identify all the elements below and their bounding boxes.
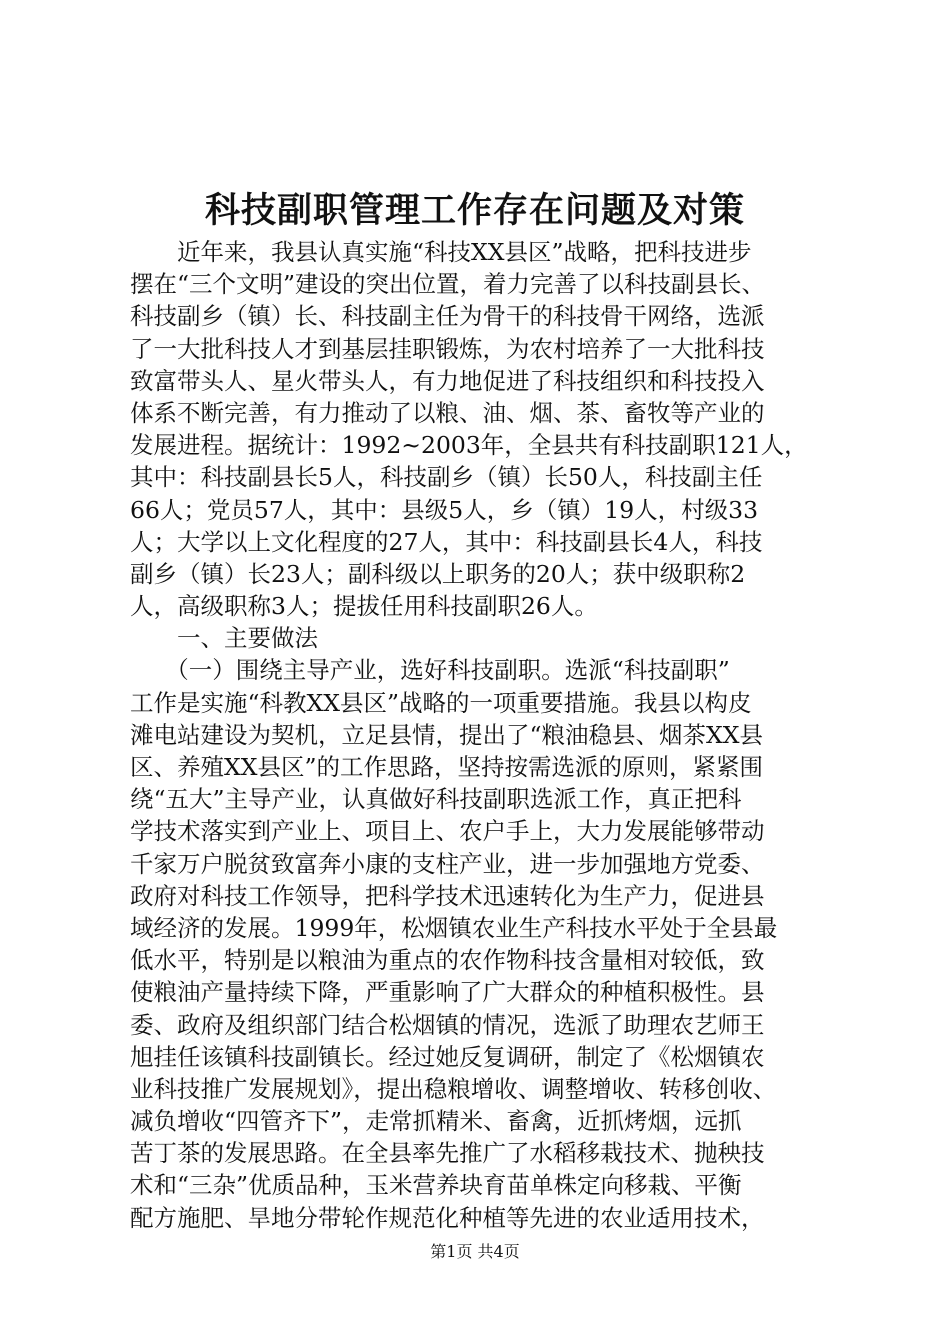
- text-line: 了一大批科技人才到基层挂职锻炼，为农村培养了一大批科技: [130, 334, 765, 363]
- text-line: 体系不断完善，有力推动了以粮、油、烟、茶、畜牧等产业的: [130, 398, 765, 427]
- text-line: 致富带头人、星火带头人，有力地促进了科技组织和科技投入: [130, 366, 765, 395]
- text-line: 域经济的发展。1999年，松烟镇农业生产科技水平处于全县最: [130, 913, 778, 942]
- text-line: 工作是实施“科教XX县区”战略的一项重要措施。我县以构皮: [130, 688, 752, 717]
- document-title: 科技副职管理工作存在问题及对策: [204, 190, 745, 231]
- text-line: 低水平，特别是以粮油为重点的农作物科技含量相对较低，致: [130, 946, 765, 975]
- text-line: 政府对科技工作领导，把科学技术迅速转化为生产力，促进县: [130, 881, 765, 910]
- text-line: 术和“三杂”优质品种，玉米营养块育苗单株定向移栽、平衡: [130, 1171, 742, 1200]
- document-body: [130, 236, 850, 1234]
- text-line: 发展进程。据统计：1992~2003年，全县共有科技副职121人，: [130, 431, 808, 460]
- text-line: 减负增收“四管齐下”，走常抓精米、畜禽，近抓烤烟，远抓: [130, 1107, 742, 1136]
- text-line: 绕“五大”主导产业，认真做好科技副职选派工作，真正把科: [130, 785, 742, 814]
- text-line: 学技术落实到产业上、项目上、农户手上，大力发展能够带动: [130, 817, 765, 846]
- text-line: （一）围绕主导产业，选好科技副职。选派“科技副职”: [130, 656, 730, 685]
- text-line: 一、主要做法: [130, 624, 318, 653]
- text-line: 其中：科技副县长5人，科技副乡（镇）长50人，科技副主任: [130, 463, 763, 492]
- text-line: 66人；党员57人，其中：县级5人，乡（镇）19人，村级33: [130, 495, 759, 524]
- text-line: 旭挂任该镇科技副镇长。经过她反复调研，制定了《松烟镇农: [130, 1042, 765, 1071]
- text-line: 配方施肥、旱地分带轮作规范化种植等先进的农业适用技术，: [130, 1203, 765, 1232]
- text-line: 副乡（镇）长23人；副科级以上职务的20人；获中级职称2: [130, 559, 746, 588]
- text-line: 摆在“三个文明”建设的突出位置，着力完善了以科技副县长、: [130, 270, 766, 299]
- text-line: 业科技推广发展规划》，提出稳粮增收、调整增收、转移创收、: [130, 1074, 777, 1103]
- text-line: 千家万户脱贫致富奔小康的支柱产业，进一步加强地方党委、: [130, 849, 765, 878]
- text-line: 区、养殖XX县区”的工作思路，坚持按需选派的原则，紧紧围: [130, 753, 763, 781]
- page-footer: 第1页 共4页: [430, 1242, 520, 1261]
- text-line: 人；大学以上文化程度的27人，其中：科技副县长4人，科技: [130, 527, 763, 556]
- text-line: 滩电站建设为契机，立足县情，提出了“粮油稳县、烟茶XX县: [130, 720, 763, 749]
- text-line: 委、政府及组织部门结合松烟镇的情况，选派了助理农艺师王: [130, 1010, 765, 1039]
- text-line: 人，高级职称3人；提拔任用科技副职26人。: [130, 592, 598, 621]
- text-line: 科技副乡（镇）长、科技副主任为骨干的科技骨干网络，选派: [130, 302, 765, 331]
- text-line: 近年来，我县认真实施“科技XX县区”战略，把科技进步: [130, 238, 752, 266]
- text-line: 使粮油产量持续下降，严重影响了广大群众的种植积极性。县: [130, 978, 765, 1007]
- text-line: 苦丁茶的发展思路。在全县率先推广了水稻移栽技术、抛秧技: [130, 1139, 765, 1168]
